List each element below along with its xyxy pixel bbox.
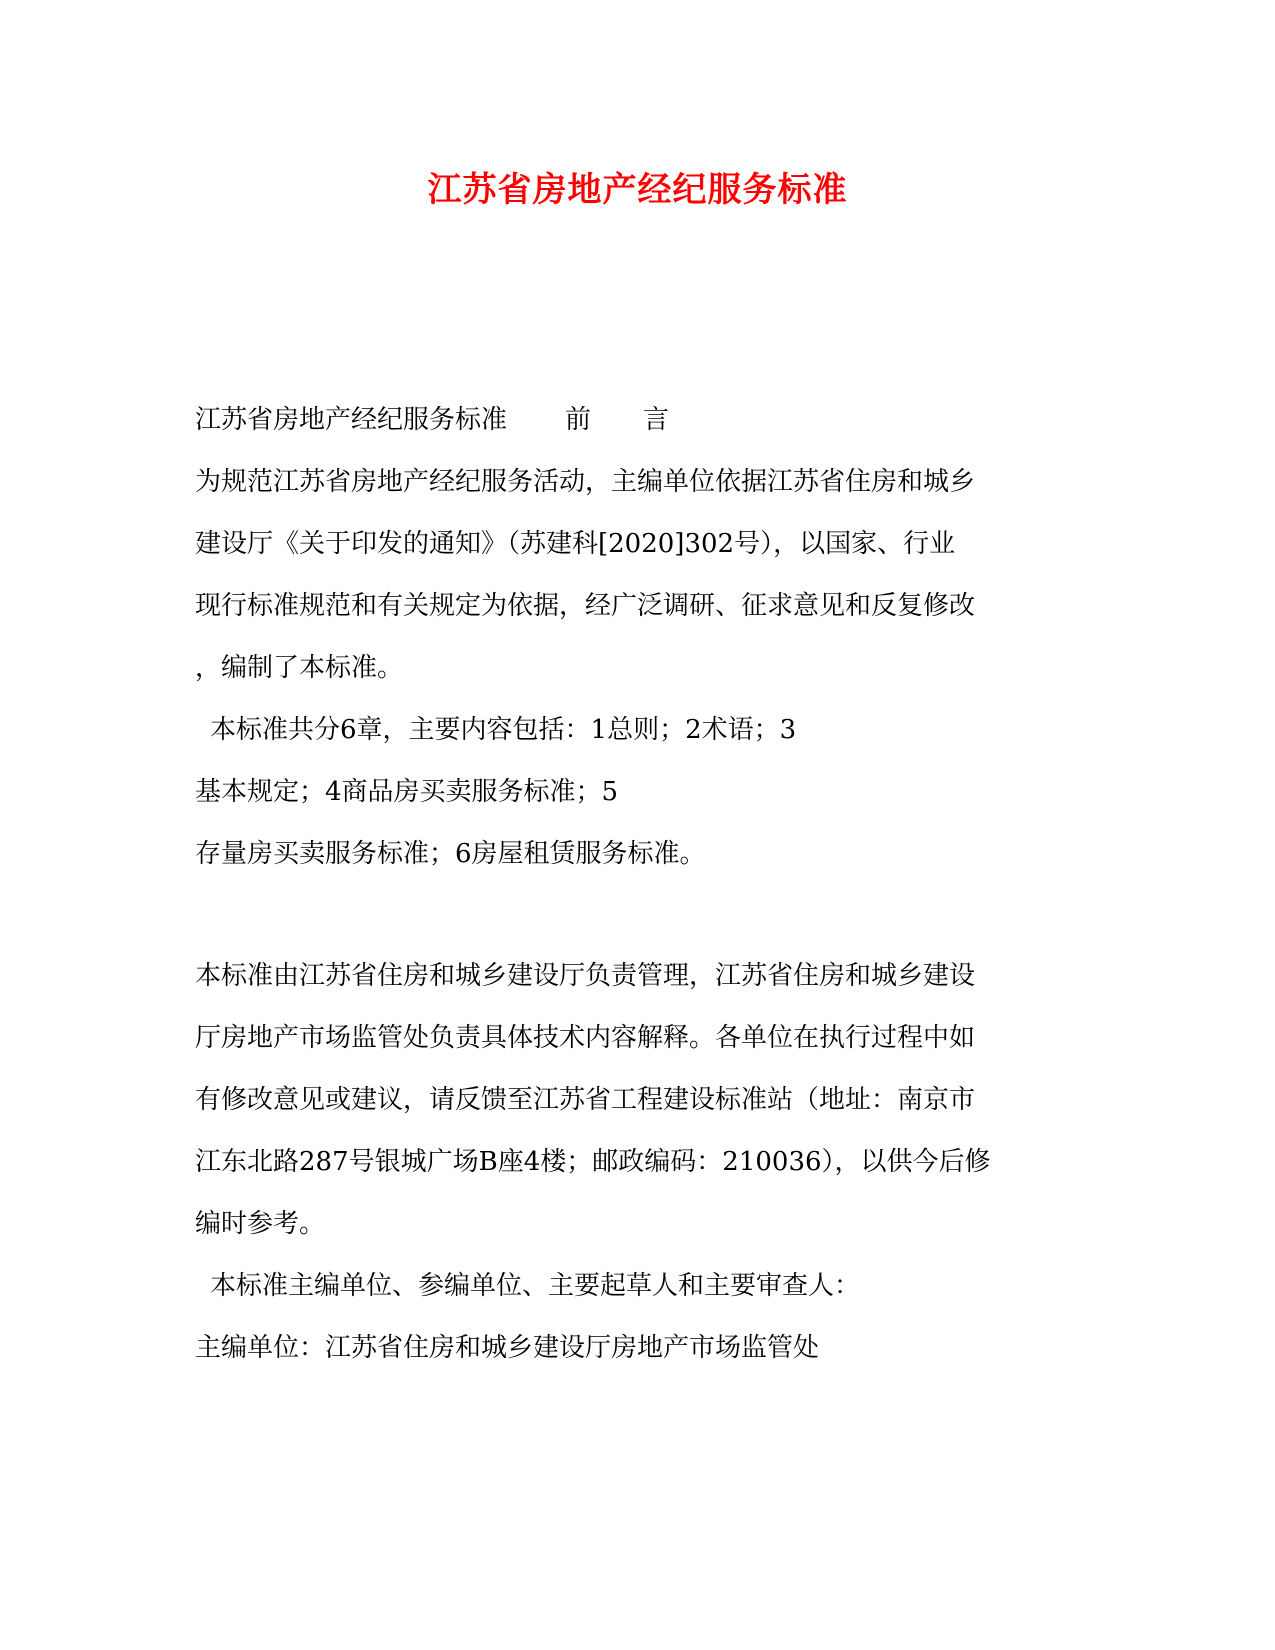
paragraph-3-line-2: 厅房地产市场监管处负责具体技术内容解释。各单位在执行过程中如 xyxy=(195,1023,976,1053)
paragraph-4-line-1: 本标准主编单位、参编单位、主要起草人和主要审查人： xyxy=(210,1271,861,1301)
paragraph-2-line-2: 基本规定；4商品房买卖服务标准；5 xyxy=(195,777,619,807)
preface-doc-name: 江苏省房地产经纪服务标准 xyxy=(195,405,508,435)
paragraph-1-line-2: 建设厅《关于印发的通知》（苏建科[2020]302号），以国家、行业 xyxy=(195,529,956,559)
paragraph-4-line-2: 主编单位：江苏省住房和城乡建设厅房地产市场监管处 xyxy=(195,1333,820,1363)
paragraph-3-line-4: 江东北路287号银城广场B座4楼；邮政编码：210036），以供今后修 xyxy=(195,1147,991,1177)
paragraph-1-line-4: ，编制了本标准。 xyxy=(195,653,404,683)
paragraph-3-line-1: 本标准由江苏省住房和城乡建设厅负责管理，江苏省住房和城乡建设 xyxy=(195,961,976,991)
paragraph-2-line-1: 本标准共分6章，主要内容包括：1总则；2术语；3 xyxy=(210,715,797,745)
preface-heading-char-1: 前 xyxy=(565,405,592,435)
paragraph-1-line-1: 为规范江苏省房地产经纪服务活动，主编单位依据江苏省住房和城乡 xyxy=(195,467,976,497)
preface-heading-char-2: 言 xyxy=(643,405,670,435)
paragraph-2-line-3: 存量房买卖服务标准；6房屋租赁服务标准。 xyxy=(195,839,706,869)
preface-heading xyxy=(195,402,669,438)
paragraph-3-line-3: 有修改意见或建议，请反馈至江苏省工程建设标准站（地址：南京市 xyxy=(195,1085,976,1115)
paragraph-3-line-5: 编时参考。 xyxy=(195,1209,326,1239)
document-title: 江苏省房地产经纪服务标准 xyxy=(427,170,848,210)
paragraph-1-line-3: 现行标准规范和有关规定为依据，经广泛调研、征求意见和反复修改 xyxy=(195,591,976,621)
